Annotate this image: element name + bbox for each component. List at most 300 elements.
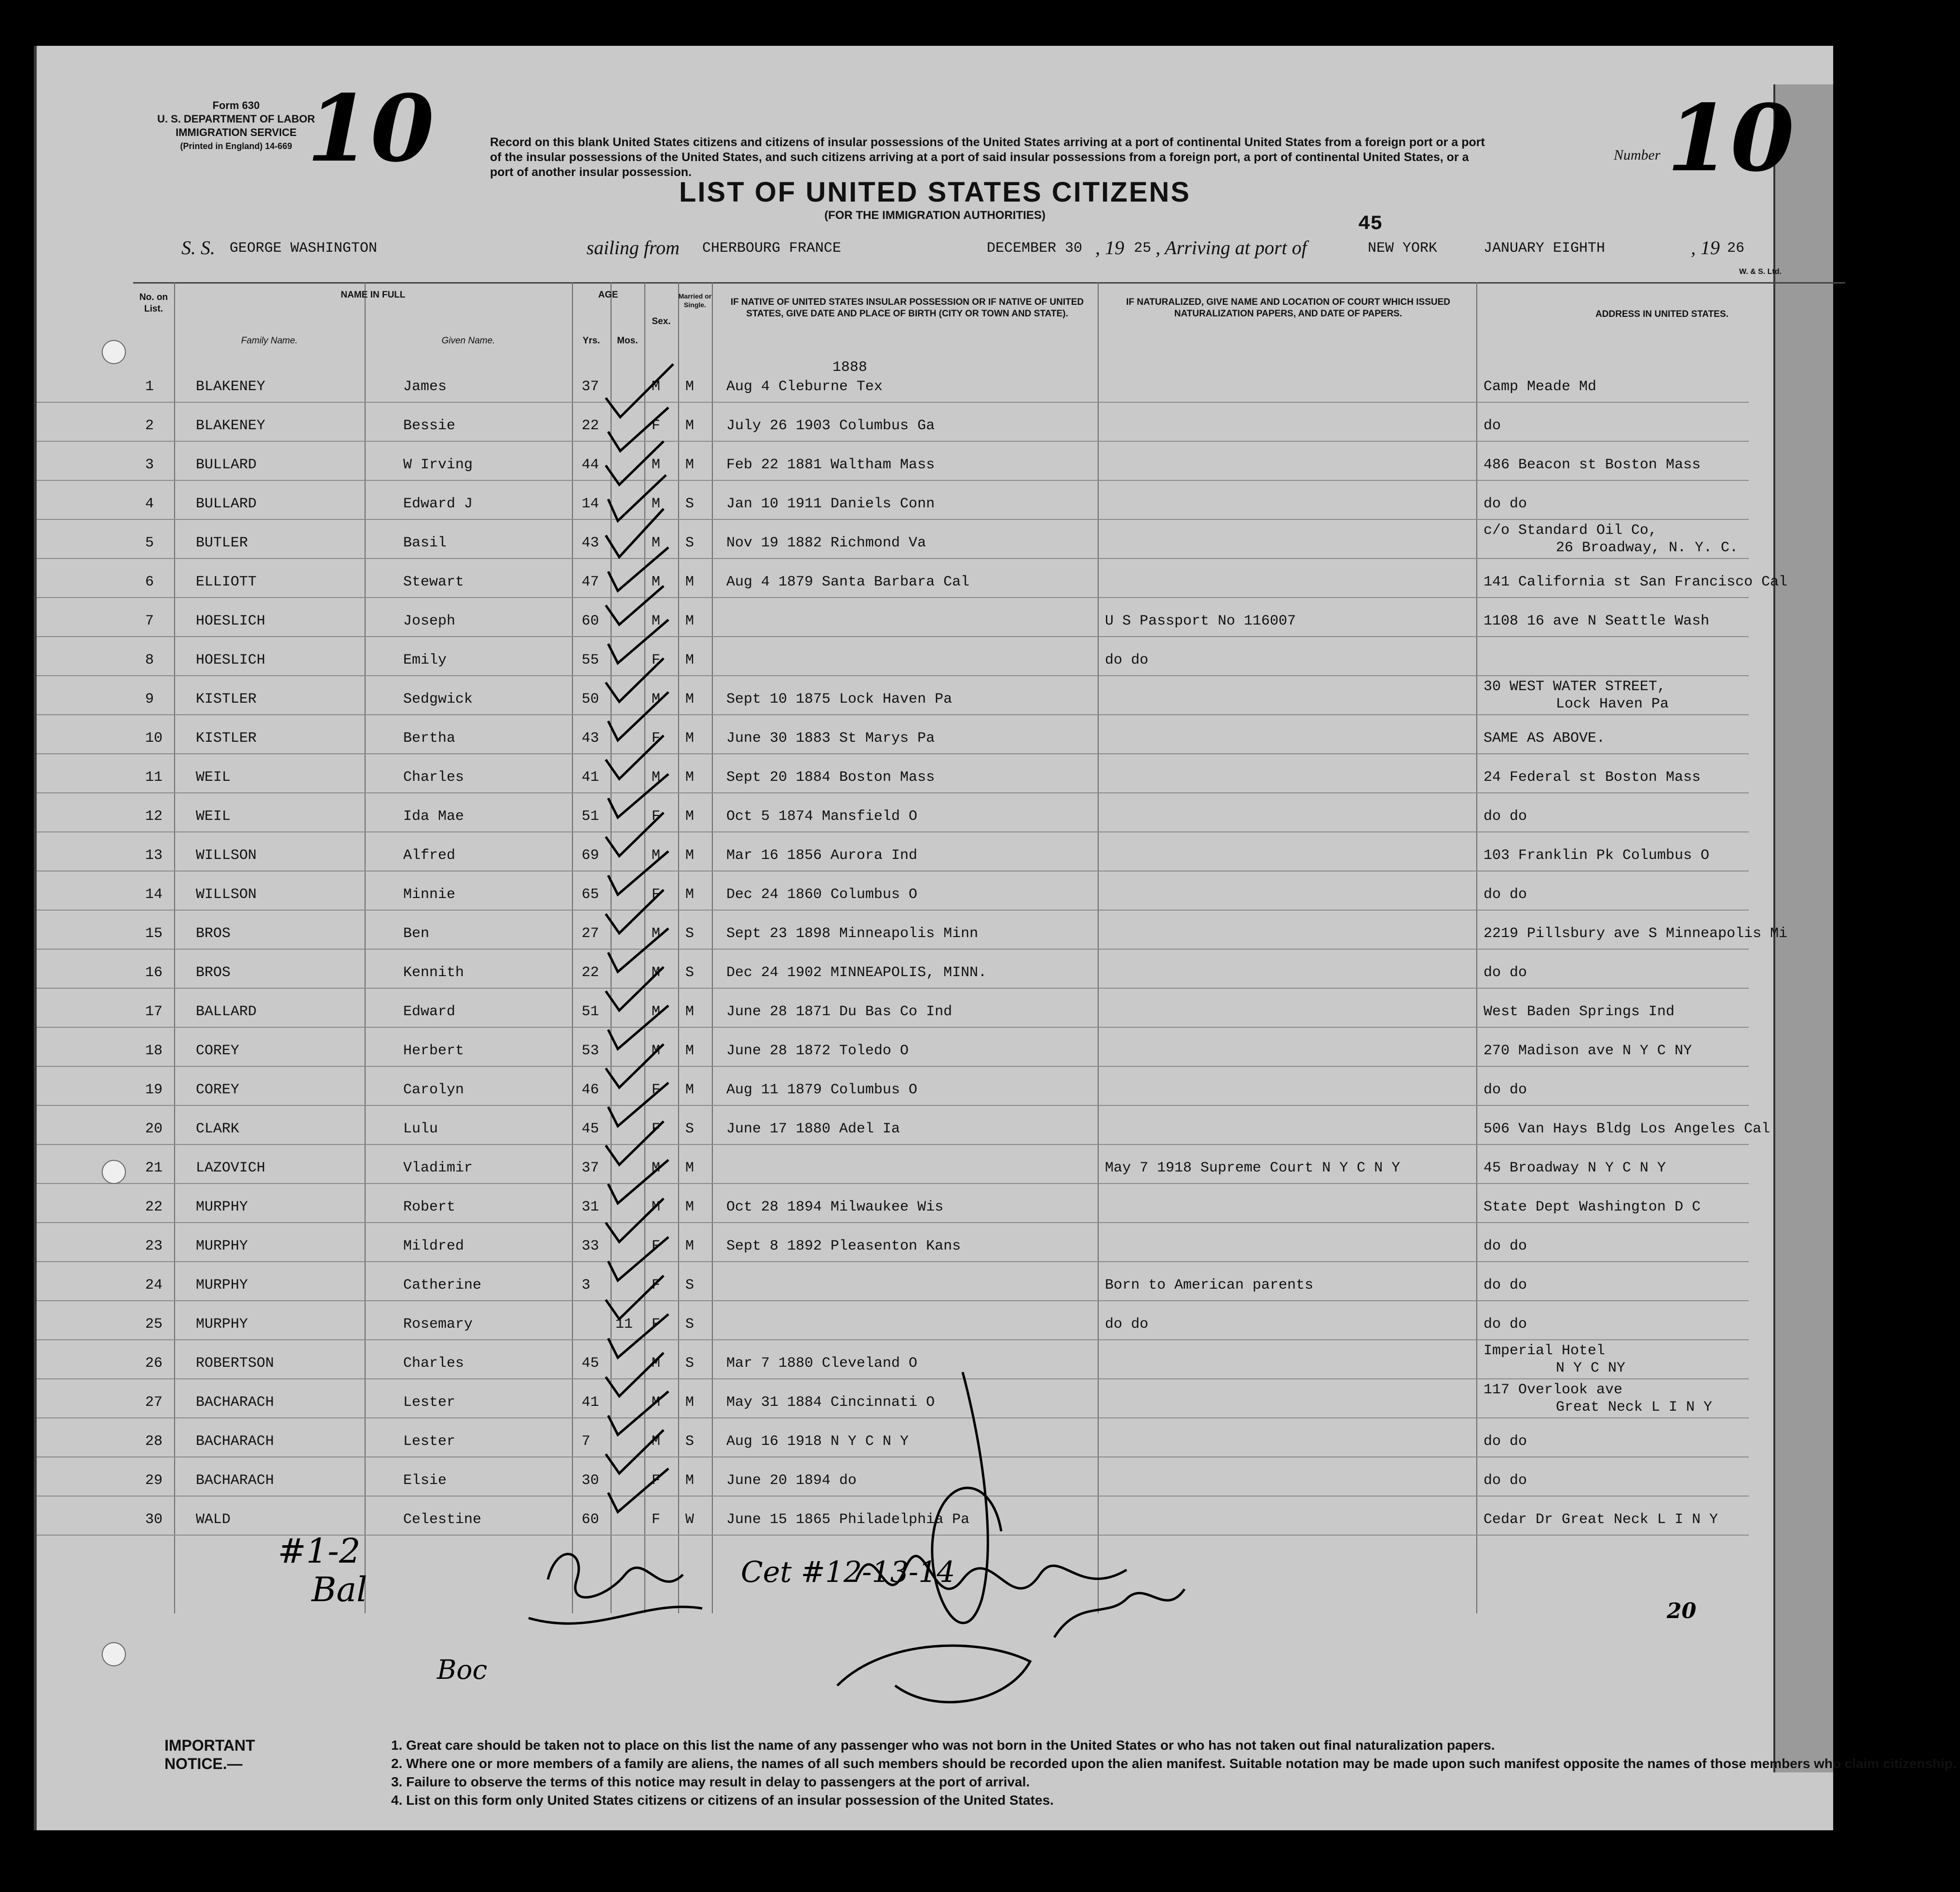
sex: F xyxy=(652,418,661,434)
table-row xyxy=(37,794,1749,832)
marital-status: M xyxy=(685,769,694,786)
row-no: 1 xyxy=(145,379,154,395)
naturalization-info: U S Passport No 116007 xyxy=(1105,613,1296,629)
marital-status: M xyxy=(685,1199,694,1215)
address: do do xyxy=(1484,1472,1527,1489)
row-no: 24 xyxy=(145,1277,163,1293)
marital-status: M xyxy=(685,1160,694,1176)
handwritten-note: Cet #12-13-14 xyxy=(741,1555,955,1589)
marital-status: M xyxy=(685,418,694,434)
birth-info: May 31 1884 Cincinnati O xyxy=(726,1394,935,1411)
date-from: DECEMBER 30 xyxy=(987,240,1083,257)
binding-hole xyxy=(102,1642,126,1666)
notice-heading: IMPORTANT NOTICE.— xyxy=(164,1737,255,1772)
age-years: 43 xyxy=(582,730,599,747)
given-name: Bertha xyxy=(403,730,456,747)
marital-status: M xyxy=(685,1238,694,1254)
birth-info: June 15 1865 Philadelphia Pa xyxy=(726,1511,970,1528)
marital-status: S xyxy=(685,1316,694,1333)
table-row xyxy=(37,520,1749,559)
marital-status: M xyxy=(685,613,694,629)
family-name: BLAKENEY xyxy=(196,418,266,434)
family-name: MURPHY xyxy=(196,1238,248,1254)
address: 506 Van Hays Bldg Los Angeles Cal xyxy=(1484,1121,1770,1137)
header-family: Family Name. xyxy=(241,336,298,346)
family-name: WILLSON xyxy=(196,847,257,864)
given-name: Robert xyxy=(403,1199,456,1215)
header-name: NAME IN FULL xyxy=(340,290,406,300)
marital-status: M xyxy=(685,886,694,903)
address: c/o Standard Oil Co, xyxy=(1484,522,1658,539)
birth-info: Sept 10 1875 Lock Haven Pa xyxy=(726,691,953,708)
handwritten-note: Bal xyxy=(312,1570,368,1609)
given-name: Rosemary xyxy=(403,1316,473,1333)
marital-status: M xyxy=(685,652,694,668)
marital-status: S xyxy=(685,535,694,551)
header-given: Given Name. xyxy=(441,336,495,346)
address: 141 California st San Francisco Cal xyxy=(1484,574,1788,590)
sex: F xyxy=(652,1121,661,1137)
header-mos: Mos. xyxy=(617,336,638,346)
row-no: 12 xyxy=(145,808,163,825)
number-label: Number xyxy=(1614,147,1661,163)
table-row xyxy=(37,833,1749,871)
table-row xyxy=(37,950,1749,989)
birth-info: Feb 22 1881 Waltham Mass xyxy=(726,457,935,473)
birth-info: Oct 28 1894 Milwaukee Wis xyxy=(726,1199,944,1215)
handwritten-note: #1-2 xyxy=(278,1531,361,1571)
marital-status: M xyxy=(685,808,694,825)
given-name: Joseph xyxy=(403,613,456,629)
birth-info: Mar 16 1856 Aurora Ind xyxy=(726,847,918,864)
sex: F xyxy=(652,808,661,825)
given-name: Bessie xyxy=(403,418,456,434)
sex: F xyxy=(652,1472,661,1489)
date-to: JANUARY EIGHTH xyxy=(1484,240,1606,257)
given-name: Celestine xyxy=(403,1511,482,1528)
address: 486 Beacon st Boston Mass xyxy=(1484,457,1701,473)
table-row xyxy=(37,1302,1749,1340)
row-no: 10 xyxy=(145,730,163,747)
sex: M xyxy=(652,1355,661,1372)
given-name: Basil xyxy=(403,535,447,551)
table-row xyxy=(37,1028,1749,1067)
naturalization-info: Born to American parents xyxy=(1105,1277,1314,1293)
address: Camp Meade Md xyxy=(1484,379,1597,395)
birth-info: Mar 7 1880 Cleveland O xyxy=(726,1355,918,1372)
address: do do xyxy=(1484,1316,1527,1333)
year-to: 26 xyxy=(1727,240,1745,257)
age-years: 45 xyxy=(582,1355,599,1372)
age-years: 47 xyxy=(582,574,599,590)
row-no: 15 xyxy=(145,926,163,942)
marital-status: M xyxy=(685,574,694,590)
row-no: 18 xyxy=(145,1043,163,1059)
address: do do xyxy=(1484,1277,1527,1293)
family-name: BLAKENEY xyxy=(196,379,266,395)
sex: M xyxy=(652,613,661,629)
page-subtitle: (FOR THE IMMIGRATION AUTHORITIES) xyxy=(824,209,1046,222)
age-years: 31 xyxy=(582,1199,599,1215)
given-name: Mildred xyxy=(403,1238,464,1254)
marital-status: W xyxy=(685,1511,694,1528)
table-row xyxy=(37,442,1749,481)
given-name: Stewart xyxy=(403,574,464,590)
age-years: 50 xyxy=(582,691,599,708)
table-row xyxy=(37,1263,1749,1301)
row-no: 27 xyxy=(145,1394,163,1411)
address: 1108 16 ave N Seattle Wash xyxy=(1484,613,1710,629)
marital-status: M xyxy=(685,1082,694,1098)
age-years: 45 xyxy=(582,1121,599,1137)
row-no: 28 xyxy=(145,1433,163,1450)
birth-info: Sept 8 1892 Pleasenton Kans xyxy=(726,1238,961,1254)
given-name: Elsie xyxy=(403,1472,447,1489)
birth-info: Aug 11 1879 Columbus O xyxy=(726,1082,918,1098)
notice-item: 3. Failure to observe the terms of this notice may result in delay to passengers at the port of arrival. xyxy=(391,1774,1030,1789)
table-row xyxy=(37,559,1788,598)
sex: M xyxy=(652,926,661,942)
table-row xyxy=(37,911,1788,950)
sex: M xyxy=(652,769,661,786)
age-years: 37 xyxy=(582,1160,599,1176)
family-name: COREY xyxy=(196,1082,240,1098)
family-name: COREY xyxy=(196,1043,240,1059)
address: Imperial Hotel xyxy=(1484,1343,1606,1359)
given-name: Sedgwick xyxy=(403,691,473,708)
birth-info: Aug 4 1879 Santa Barbara Cal xyxy=(726,574,970,590)
family-name: ROBERTSON xyxy=(196,1355,274,1372)
birth-info: Oct 5 1874 Mansfield O xyxy=(726,808,918,825)
birth-info: June 28 1871 Du Bas Co Ind xyxy=(726,1004,953,1020)
given-name: Catherine xyxy=(403,1277,482,1293)
age-years: 60 xyxy=(582,1511,599,1528)
given-name: Edward J xyxy=(403,496,473,512)
address: 45 Broadway N Y C N Y xyxy=(1484,1160,1666,1176)
birth-info: June 20 1894 do xyxy=(726,1472,857,1489)
header-birth: IF NATIVE OF UNITED STATES INSULAR POSSESSION OR IF NATIVE OF UNITED STATES, GIVE DATE AND PLACE OF BIRTH (CITY OR TOWN AND STATE). xyxy=(730,297,1084,319)
row-no: 20 xyxy=(145,1121,163,1137)
marital-status: S xyxy=(685,1355,694,1372)
table-row xyxy=(37,1106,1770,1145)
birth-info: Jan 10 1911 Daniels Conn xyxy=(726,496,935,512)
family-name: KISTLER xyxy=(196,730,257,747)
sex: M xyxy=(652,574,661,590)
age-years: 22 xyxy=(582,965,599,981)
age-years: 37 xyxy=(582,379,599,395)
notice-item: 1. Great care should be taken not to place on this list the name of any passenger who was not born in the United States or who has not taken out final naturalization papers. xyxy=(391,1738,1495,1753)
marital-status: S xyxy=(685,965,694,981)
port-to: NEW YORK xyxy=(1368,240,1438,257)
given-name: Emily xyxy=(403,652,447,668)
given-name: Alfred xyxy=(403,847,456,864)
marital-status: M xyxy=(685,1004,694,1020)
row-no: 8 xyxy=(145,652,154,668)
address: 103 Franklin Pk Columbus O xyxy=(1484,847,1710,864)
age-years: 53 xyxy=(582,1043,599,1059)
row-no: 26 xyxy=(145,1355,163,1372)
table-row xyxy=(37,989,1749,1028)
marital-status: S xyxy=(685,926,694,942)
marital-status: M xyxy=(685,691,694,708)
given-name: Lulu xyxy=(403,1121,438,1137)
address: SAME AS ABOVE. xyxy=(1484,730,1606,747)
given-name: Ben xyxy=(403,926,430,942)
family-name: WEIL xyxy=(196,808,231,825)
row-no: 29 xyxy=(145,1472,163,1489)
marital-status: M xyxy=(685,1043,694,1059)
family-name: MURPHY xyxy=(196,1316,248,1333)
year-prefix-2: , 19 xyxy=(1691,237,1720,259)
row-no: 25 xyxy=(145,1316,163,1333)
family-name: CLARK xyxy=(196,1121,240,1137)
given-name: Kennith xyxy=(403,965,464,981)
given-name: Charles xyxy=(403,1355,464,1372)
naturalization-info: do do xyxy=(1105,1316,1149,1333)
age-years: 55 xyxy=(582,652,599,668)
table-row xyxy=(37,872,1749,911)
year-from: 25 xyxy=(1134,240,1152,257)
table-row xyxy=(37,1145,1749,1184)
row-no: 7 xyxy=(145,613,154,629)
form-header xyxy=(157,99,315,153)
given-name: Vladimir xyxy=(403,1160,473,1176)
birth-info: Dec 24 1860 Columbus O xyxy=(726,886,918,903)
age-years: 14 xyxy=(582,496,599,512)
sex: M xyxy=(652,1043,661,1059)
given-name: Carolyn xyxy=(403,1082,464,1098)
row-no: 23 xyxy=(145,1238,163,1254)
age-years: 65 xyxy=(582,886,599,903)
marital-status: M xyxy=(685,730,694,747)
age-years: 51 xyxy=(582,1004,599,1020)
family-name: BACHARACH xyxy=(196,1472,274,1489)
inspector-signature xyxy=(500,1348,1464,1734)
sex: F xyxy=(652,886,661,903)
header-sex: Sex. xyxy=(652,316,671,327)
age-years: 7 xyxy=(582,1433,591,1450)
family-name: WEIL xyxy=(196,769,231,786)
age-years: 41 xyxy=(582,1394,599,1411)
family-name: BALLARD xyxy=(196,1004,257,1020)
sex: M xyxy=(652,965,661,981)
given-name: Charles xyxy=(403,769,464,786)
birth-info: June 17 1880 Adel Ia xyxy=(726,1121,900,1137)
voyage-line xyxy=(181,236,1773,265)
age-years: 51 xyxy=(582,808,599,825)
sex: M xyxy=(652,847,661,864)
row-no: 5 xyxy=(145,535,154,551)
printer-label: W. & S. Ltd. xyxy=(1739,268,1782,276)
sex: M xyxy=(652,457,661,473)
address-line-2: Great Neck L I N Y xyxy=(1556,1399,1713,1416)
birth-info: Nov 19 1882 Richmond Va xyxy=(726,535,926,551)
row-no: 2 xyxy=(145,418,154,434)
age-years: 41 xyxy=(582,769,599,786)
row-no: 9 xyxy=(145,691,154,708)
address: 270 Madison ave N Y C NY xyxy=(1484,1043,1692,1059)
row-no: 21 xyxy=(145,1160,163,1176)
sex: M xyxy=(652,496,661,512)
family-name: BACHARACH xyxy=(196,1394,274,1411)
age-years: 69 xyxy=(582,847,599,864)
given-name: W Irving xyxy=(403,457,473,473)
family-name: BULLARD xyxy=(196,457,257,473)
given-name: Lester xyxy=(403,1394,456,1411)
birth-info: Aug 16 1918 N Y C N Y xyxy=(726,1433,909,1450)
notice-list xyxy=(391,1736,1960,1810)
marital-status: S xyxy=(685,1277,694,1293)
given-name: Lester xyxy=(403,1433,456,1450)
address: Cedar Dr Great Neck L I N Y xyxy=(1484,1511,1718,1528)
family-name: MURPHY xyxy=(196,1199,248,1215)
family-name: WALD xyxy=(196,1511,231,1528)
header-address: ADDRESS IN UNITED STATES. xyxy=(1595,309,1729,319)
arriving-label: , Arriving at port of xyxy=(1156,237,1307,259)
port-from: CHERBOURG FRANCE xyxy=(702,240,842,257)
row-no: 22 xyxy=(145,1199,163,1215)
birth-info: Sept 23 1898 Minneapolis Minn xyxy=(726,926,979,942)
family-name: KISTLER xyxy=(196,691,257,708)
printed-label: (Printed in England) 14-669 xyxy=(180,141,292,151)
header-married: Married or Single. xyxy=(678,292,712,309)
birth-info: June 30 1883 St Marys Pa xyxy=(726,730,935,747)
family-name: LAZOVICH xyxy=(196,1160,266,1176)
address: do do xyxy=(1484,496,1527,512)
notice-item: 2. Where one or more members of a family are aliens, the names of all such members should be recorded upon the alien manifest. Suitable notation may be made upon such manifest opposite the names of those members who claim citizenship. xyxy=(391,1756,1957,1771)
family-name: BROS xyxy=(196,926,231,942)
address: do do xyxy=(1484,965,1527,981)
sex: F xyxy=(652,1511,661,1528)
table-row xyxy=(37,638,1749,676)
address: West Baden Springs Ind xyxy=(1484,1004,1675,1020)
table-row xyxy=(37,599,1749,637)
manifest-sheet xyxy=(34,46,1957,1830)
marital-status: M xyxy=(685,457,694,473)
given-name: Herbert xyxy=(403,1043,464,1059)
table-row xyxy=(37,481,1749,520)
sex: F xyxy=(652,1316,661,1333)
table-row xyxy=(37,359,1749,403)
address: do do xyxy=(1484,1433,1527,1450)
sex: F xyxy=(652,1277,661,1293)
notice-item: 4. List on this form only United States citizens or citizens of an insular possession of the United States. xyxy=(391,1793,1054,1808)
address: do do xyxy=(1484,1082,1527,1098)
given-name: James xyxy=(403,379,447,395)
page-count: 20 xyxy=(1667,1599,1697,1623)
sex: M xyxy=(652,1160,661,1176)
marital-status: S xyxy=(685,1433,694,1450)
sex: M xyxy=(652,1199,661,1215)
number-value: 10 xyxy=(1667,84,1795,192)
birth-info: July 26 1903 Columbus Ga xyxy=(726,418,935,434)
age-years: 44 xyxy=(582,457,599,473)
family-name: WILLSON xyxy=(196,886,257,903)
age-months: 11 xyxy=(615,1316,633,1333)
address: do do xyxy=(1484,1238,1527,1254)
sailing-label: sailing from xyxy=(586,237,680,259)
table-row xyxy=(37,1224,1749,1262)
marital-status: M xyxy=(685,379,694,395)
marital-status: S xyxy=(685,496,694,512)
naturalization-info: May 7 1918 Supreme Court N Y C N Y xyxy=(1105,1160,1401,1176)
row-no: 17 xyxy=(145,1004,163,1020)
birth-info: Dec 24 1902 MINNEAPOLIS, MINN. xyxy=(726,965,987,981)
address: State Dept Washington D C xyxy=(1484,1199,1701,1215)
header-age: AGE xyxy=(598,290,618,300)
header-naturalized: IF NATURALIZED, GIVE NAME AND LOCATION OF COURT WHICH ISSUED NATURALIZATION PAPERS, AND DATE OF PAPERS. xyxy=(1126,297,1450,319)
sex: F xyxy=(652,1238,661,1254)
birth-info: June 28 1872 Toledo O xyxy=(726,1043,909,1059)
service-label: IMMIGRATION SERVICE xyxy=(176,126,297,138)
birth-year: 1888 xyxy=(832,359,868,376)
address: 24 Federal st Boston Mass xyxy=(1484,769,1701,786)
age-years: 60 xyxy=(582,613,599,629)
birth-info: Sept 20 1884 Boston Mass xyxy=(726,769,935,786)
table-row xyxy=(37,1067,1749,1106)
marital-status: S xyxy=(685,1121,694,1137)
address: 117 Overlook ave xyxy=(1484,1382,1623,1398)
address: do do xyxy=(1484,808,1527,825)
department-label: U. S. DEPARTMENT OF LABOR xyxy=(157,113,315,125)
header-yrs: Yrs. xyxy=(583,336,600,346)
row-no: 14 xyxy=(145,886,163,903)
sex: M xyxy=(652,691,661,708)
year-prefix-1: , 19 xyxy=(1095,237,1124,259)
family-name: HOESLICH xyxy=(196,613,266,629)
naturalization-info: do do xyxy=(1105,652,1149,668)
instructions-text: Record on this blank United States citizens and citizens of insular possessions of the United States arriving at a port of continental United States from a foreign port or a port of the insular possessions of the United States, and such citizens arriving at a port of said insular possessions from a foreign port, a port of continental United States, or a port of another insular possession. xyxy=(490,136,1485,179)
row-no: 4 xyxy=(145,496,154,512)
age-years: 30 xyxy=(582,1472,599,1489)
row-no: 19 xyxy=(145,1082,163,1098)
row-no: 13 xyxy=(145,847,163,864)
age-years: 3 xyxy=(582,1277,591,1293)
address-line-2: Lock Haven Pa xyxy=(1556,696,1669,712)
address-line-2: N Y C NY xyxy=(1556,1360,1626,1376)
row-no: 3 xyxy=(145,457,154,473)
row-no: 16 xyxy=(145,965,163,981)
age-years: 33 xyxy=(582,1238,599,1254)
family-name: HOESLICH xyxy=(196,652,266,668)
table-row xyxy=(37,677,1749,715)
given-name: Ida Mae xyxy=(403,808,464,825)
address-line-2: 26 Broadway, N. Y. C. xyxy=(1556,540,1739,556)
marital-status: M xyxy=(685,847,694,864)
age-years: 46 xyxy=(582,1082,599,1098)
family-name: MURPHY xyxy=(196,1277,248,1293)
ship-name: GEORGE WASHINGTON xyxy=(230,240,378,257)
binding-hole xyxy=(102,340,126,364)
sex: M xyxy=(652,1433,661,1450)
ss-label: S. S. xyxy=(181,237,215,259)
row-no: 11 xyxy=(145,769,163,786)
marital-status: M xyxy=(685,1472,694,1489)
sex: F xyxy=(652,730,661,747)
sex: F xyxy=(652,1082,661,1098)
page-title: LIST OF UNITED STATES CITIZENS xyxy=(679,177,1191,208)
family-name: BACHARACH xyxy=(196,1433,274,1450)
handwritten-sheet-number: 10 xyxy=(307,75,435,182)
table-row xyxy=(37,403,1749,442)
given-name: Edward xyxy=(403,1004,456,1020)
given-name: Minnie xyxy=(403,886,456,903)
family-name: BROS xyxy=(196,965,231,981)
row-no: 30 xyxy=(145,1511,163,1528)
header-no: No. on List. xyxy=(139,292,168,314)
family-name: BUTLER xyxy=(196,535,248,551)
sex: M xyxy=(652,379,661,395)
